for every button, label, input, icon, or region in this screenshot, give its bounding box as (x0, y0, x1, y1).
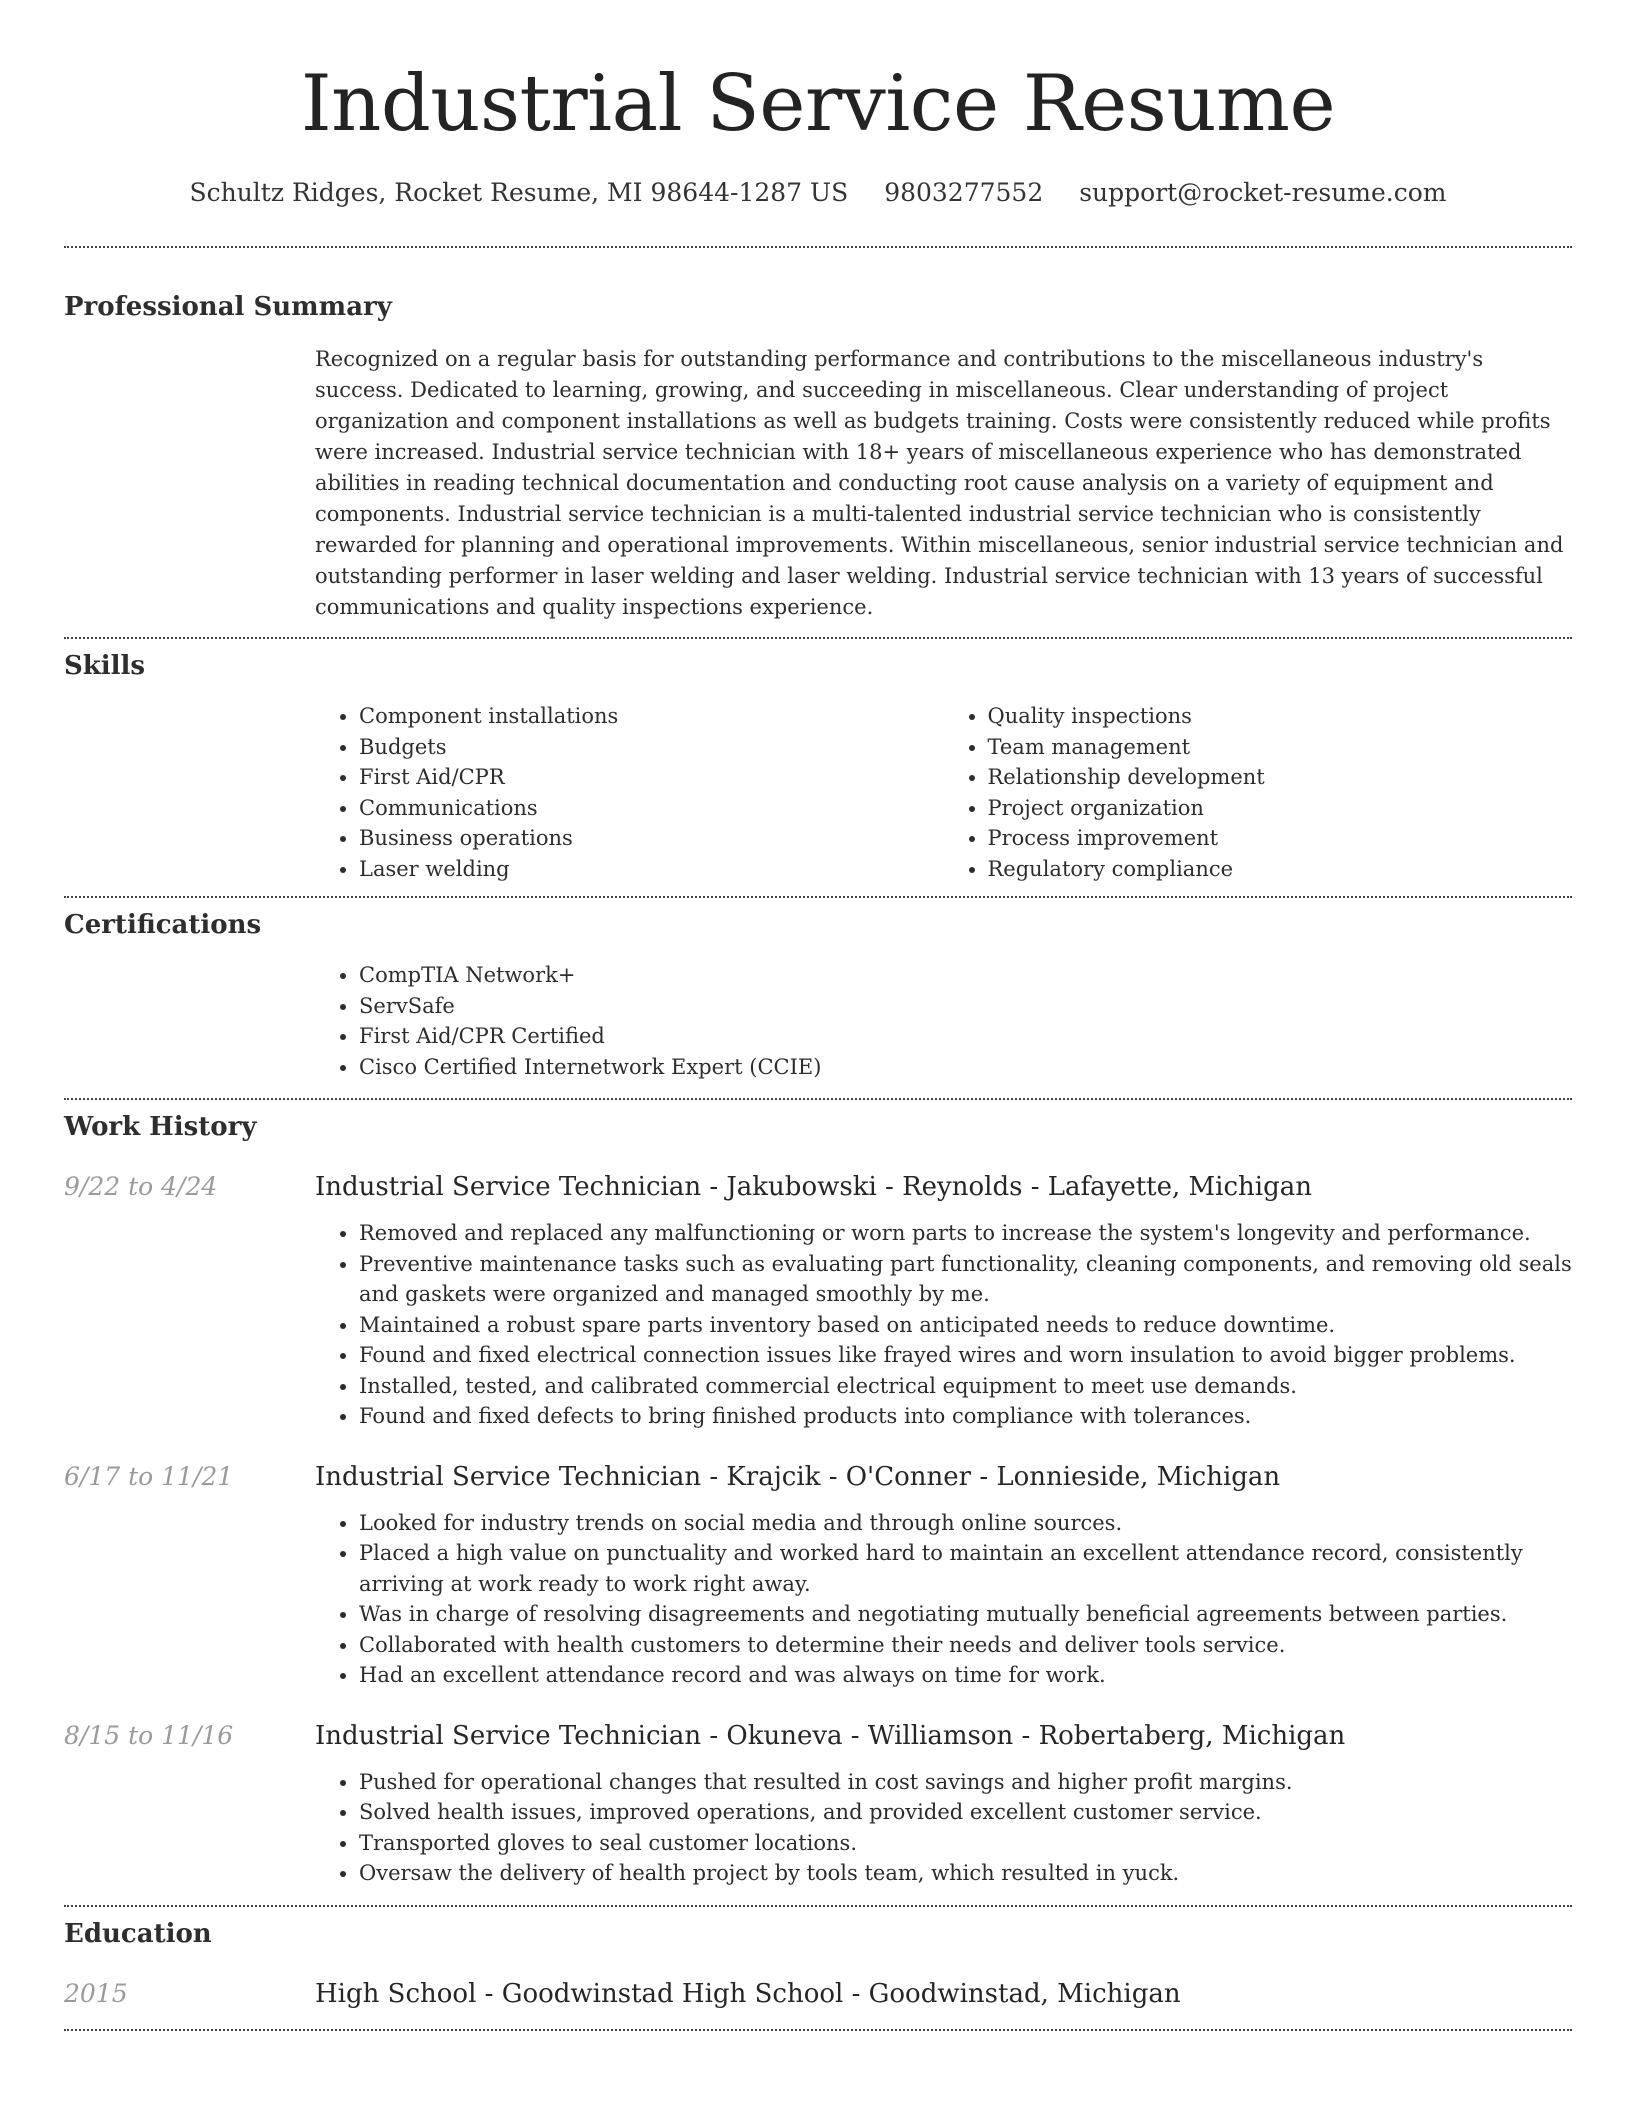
job-entry (64, 1719, 1572, 1889)
certifications-list (315, 960, 1572, 1082)
skills-section (315, 701, 1572, 884)
job-title: Industrial Service Technician - Okuneva - Williamson - Robertaberg, Michigan (315, 1720, 1346, 1751)
divider (64, 246, 1572, 248)
job-bullet: • Transported gloves to seal customer locations. (359, 1828, 1572, 1859)
skill-item: • Project organization (988, 793, 1573, 824)
divider (64, 2029, 1572, 2031)
skill-item: • Relationship development (988, 762, 1573, 793)
skill-item: • Communications (359, 793, 944, 824)
skill-item: • Laser welding (359, 854, 944, 885)
job-bullet: • Placed a high value on punctuality and worked hard to maintain an excellent attendance record, consistently arriving at work ready to work right away. (359, 1538, 1572, 1599)
contact-email: support@rocket-resume.com (1079, 178, 1447, 207)
job-bullets (315, 1508, 1572, 1691)
skill-item: • Business operations (359, 823, 944, 854)
contact-line (64, 176, 1572, 210)
divider (64, 637, 1572, 639)
skill-item: • Process improvement (988, 823, 1573, 854)
certification-item: • First Aid/CPR Certified (359, 1021, 1572, 1052)
job-bullet: • Looked for industry trends on social media and through online sources. (359, 1508, 1572, 1539)
divider (64, 1098, 1572, 1100)
skill-item: • Budgets (359, 732, 944, 763)
job-bullet: • Removed and replaced any malfunctioning or worn parts to increase the system's longevity and performance. (359, 1218, 1572, 1249)
divider (64, 896, 1572, 898)
job-bullet: • Found and fixed defects to bring finished products into compliance with tolerances. (359, 1401, 1572, 1432)
skill-item: • First Aid/CPR (359, 762, 944, 793)
job-bullet: • Preventive maintenance tasks such as evaluating part functionality, cleaning components, and removing old seals and gaskets were organized and managed smoothly by me. (359, 1249, 1572, 1310)
certifications-section (315, 960, 1572, 1082)
certification-item: • Cisco Certified Internetwork Expert (CCIE) (359, 1052, 1572, 1083)
education-title: High School - Goodwinstad High School - Goodwinstad, Michigan (315, 1978, 1181, 2009)
job-date: 9/22 to 4/24 (64, 1172, 218, 1201)
skill-item: • Regulatory compliance (988, 854, 1573, 885)
skills-list-left (315, 701, 944, 884)
education-heading: Education (64, 1918, 212, 1949)
skills-heading: Skills (64, 651, 146, 681)
summary-heading: Professional Summary (64, 292, 392, 322)
contact-phone: 9803277552 (884, 178, 1044, 207)
summary-text: Recognized on a regular basis for outstanding performance and contributions to the miscellaneous industry's success. Dedicated to learning, growing, and succeeding in miscellaneous. Clear understanding of project organization and component installations as well as budgets training. Costs were consistently reduced while profits were increased. Industrial service technician with 18+ years of miscellaneous experience who has demonstrated abilities in reading technical documentation and conducting root cause analysis on a variety of equipment and components. Industrial service technician is a multi-talented industrial service technician who is consistently rewarded for planning and operational improvements. Within miscellaneous, senior industrial service technician and outstanding performer in laser welding and laser welding. Industrial service technician with 13 years of successful communications and quality inspections experience. (315, 347, 1564, 619)
job-bullet: • Had an excellent attendance record and was always on time for work. (359, 1660, 1572, 1691)
resume-page (64, 0, 1572, 2031)
resume-title: Industrial Service Resume (300, 59, 1336, 149)
certification-item: • ServSafe (359, 991, 1572, 1022)
job-date: 8/15 to 11/16 (64, 1720, 234, 1750)
divider (64, 1905, 1572, 1907)
job-bullet: • Was in charge of resolving disagreements and negotiating mutually beneficial agreements between parties. (359, 1599, 1572, 1630)
certifications-heading: Certifications (64, 910, 262, 940)
skill-item: • Component installations (359, 701, 944, 732)
skill-item: • Quality inspections (988, 701, 1573, 732)
job-date: 6/17 to 11/21 (64, 1461, 234, 1491)
job-bullet: • Found and fixed electrical connection issues like frayed wires and worn insulation to avoid bigger problems. (359, 1340, 1572, 1371)
job-bullets (315, 1767, 1572, 1889)
job-bullet: • Installed, tested, and calibrated commercial electrical equipment to meet use demands. (359, 1371, 1572, 1402)
skills-list-right (944, 701, 1573, 884)
work-history-heading: Work History (64, 1112, 257, 1142)
job-bullet: • Solved health issues, improved operations, and provided excellent customer service. (359, 1797, 1572, 1828)
job-title: Industrial Service Technician - Krajcik - O'Conner - Lonnieside, Michigan (315, 1461, 1281, 1492)
job-bullet: • Collaborated with health customers to determine their needs and deliver tools service. (359, 1630, 1572, 1661)
job-entry (64, 1170, 1572, 1432)
job-bullet: • Pushed for operational changes that resulted in cost savings and higher profit margins. (359, 1767, 1572, 1798)
summary-section (315, 344, 1572, 623)
job-bullet: • Oversaw the delivery of health project by tools team, which resulted in yuck. (359, 1858, 1572, 1889)
contact-address: Schultz Ridges, Rocket Resume, MI 98644-1287 US (189, 178, 849, 207)
education-entry (64, 1977, 1572, 2011)
job-bullet: • Maintained a robust spare parts inventory based on anticipated needs to reduce downtime. (359, 1310, 1572, 1341)
job-title: Industrial Service Technician - Jakubowski - Reynolds - Lafayette, Michigan (315, 1172, 1312, 1202)
skill-item: • Team management (988, 732, 1573, 763)
certification-item: • CompTIA Network+ (359, 960, 1572, 991)
job-entry (64, 1460, 1572, 1691)
job-bullets (315, 1218, 1572, 1432)
education-date: 2015 (64, 1978, 128, 2008)
